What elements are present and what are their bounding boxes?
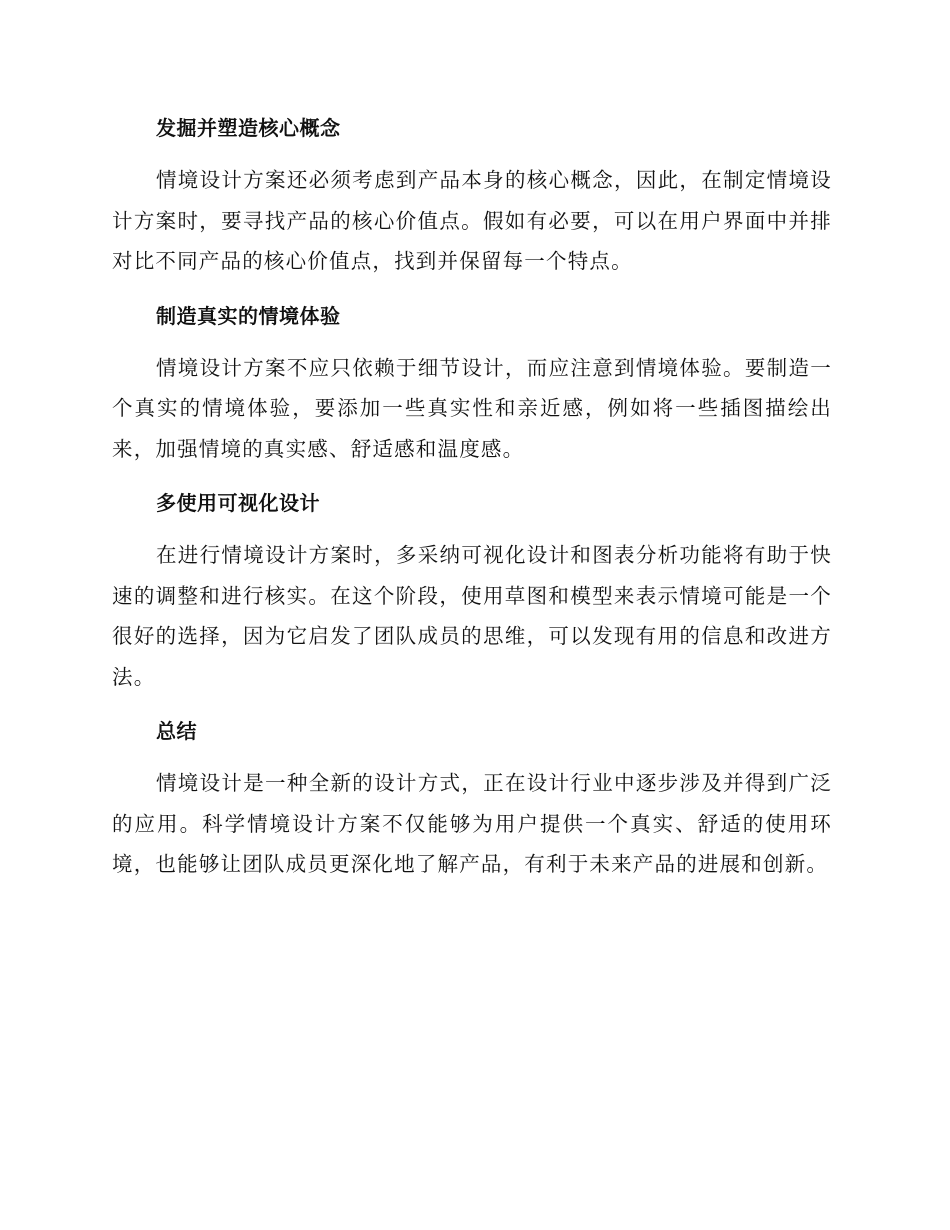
document-body — [112, 108, 832, 899]
section-heading: 制造真实的情境体验 — [156, 303, 341, 328]
section-paragraph: 情境设计方案不应只依赖于细节设计，而应注意到情境体验。要制造一个真实的情境体验，要添加一些真实性和亲近感，例如将一些插图描绘出来，加强情境的真实感、舒适感和温度感。 — [112, 355, 832, 461]
section-paragraph: 情境设计方案还必须考虑到产品本身的核心概念，因此，在制定情境设计方案时，要寻找产品的核心价值点。假如有必要，可以在用户界面中并排对比不同产品的核心价值点，找到并保留每一个特点。 — [112, 168, 832, 273]
section-paragraph: 在进行情境设计方案时，多采纳可视化设计和图表分析功能将有助于快速的调整和进行核实。在这个阶段，使用草图和模型来表示情境可能是一个很好的选择，因为它启发了团队成员的思维，可以发现有用的信息和改进方法。 — [112, 543, 832, 689]
summary-heading: 总结 — [156, 719, 197, 743]
section-heading: 多使用可视化设计 — [156, 491, 320, 515]
section-heading: 发掘并塑造核心概念 — [156, 116, 341, 140]
summary-paragraph: 情境设计是一种全新的设计方式，正在设计行业中逐步涉及并得到广泛的应用。科学情境设计方案不仅能够为用户提供一个真实、舒适的使用环境，也能够让团队成员更深化地了解产品，有利于未来产品的进展和创新。 — [112, 771, 832, 876]
